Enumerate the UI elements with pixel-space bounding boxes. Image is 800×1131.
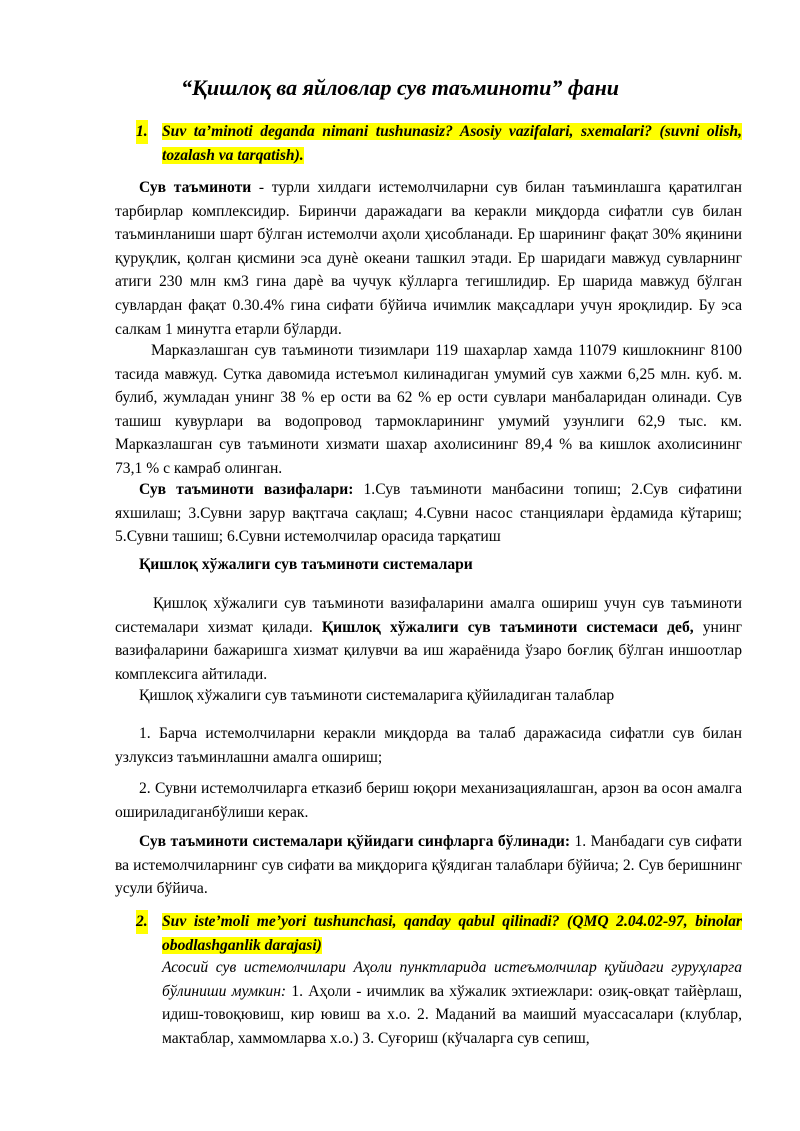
paragraph-agri-system-definition	[115, 592, 742, 686]
paragraph-centralized-systems: Марказлашган сув таъминоти тизимлари 119 шахарлар хамда 11079 кишлокнинг 8100 тасида мавжуд. Сутка давомида истеъмол килинадиган умумий сув хажми 6,25 млн. куб. м. булиб, жумладан унинг 38 % ер ости ва 62 % ер ости сувлари манбаларидан олинади. Сув ташиш кувурлари ва водопровод тармокларининг умумий узунлиги 62,9 тыс. км. Марказлашган сув таъминоти хизмати шахар ахолисининг 89,4 % ва кишлок ахолисининг 73,1 % с камраб олинган.	[115, 342, 742, 477]
paragraph-water-supply-tasks	[115, 478, 742, 549]
page-title: “Қишлоқ ва яйловлар сув таъминоти” фани	[180, 75, 620, 100]
paragraph-5-text-b: унинг вазифаларини бажаришга хизмат қилувчи ва иш жараёнида ўзаро боғлиқ бўлган иншоотлар комплексига айтилади.	[115, 618, 742, 683]
question-2	[136, 910, 742, 957]
paragraph-5-text-a: Қишлоқ хўжалиги сув таъминоти вазифаларини амалга ошириш учун сув таъминоти системалари хизмат қилади.	[115, 595, 742, 636]
term-water-supply-tasks: Сув таъминоти вазифалари:	[139, 481, 354, 498]
paragraph-1-text: - турли хилдаги истемолчиларни сув билан таъминлашга қаратилган тарбирлар комплексидир. Биринчи даражадаги ва керакли миқдорда сифатли сув билан таъминланиши шарт бўлган истемолчи аҳоли ҳисобланади. Ер шарининг фақат 30% яқинини қуруқлик, қолган қисмини эса дунѐ океани ташкил этади. Ер шаридаги мавжуд сувларнинг атиги 230 млн км3 гина дарѐ ва чучук кўлларга тегишлидир. Ер шарида мавжуд бўлган сувлардан фақат 0.30.4% гина сифати бўйича ичимлик мақсадлари учун яроқлидир. Бу эса салкам 1 минутга етарли бўларди.	[115, 179, 742, 338]
term-agri-system: Қишлоқ хўжалиги сув таъминоти системаси деб,	[321, 618, 694, 636]
paragraph-system-classes	[115, 830, 742, 901]
paragraph-requirements-heading: Қишлоқ хўжалиги сув таъминоти системаларига қўйиладиган талаблар	[139, 687, 615, 704]
paragraph-9-text: 1. Манбадаги сув сифати ва истемолчиларнинг сув сифати ва миқдорига қўядиган талаблари бўйича; 2. Сув беришнинг усули бўйича.	[115, 833, 742, 898]
requirement-item-1: 1. Барча истемолчиларни керакли миқдорда ва талаб даражасида сифатли сув билан узлуксиз таъминлашни амалга ошириш;	[115, 725, 742, 766]
paragraph-water-supply-definition	[115, 176, 742, 341]
question-2-text: Suv iste’moli me’yori tushunchasi, qanday qabul qilinadi? (QMQ 2.04.02-97, binolar obodlashganlik darajasi)	[162, 913, 742, 954]
requirement-item-2: 2. Сувни истемолчиларга етказиб бериш юқори механизациялашган, арзон ва осон амалга ошириладиганбўлиши керак.	[115, 780, 742, 821]
section-heading-agri-systems: Қишлоқ хўжалиги сув таъминоти системалари	[139, 556, 473, 573]
term-system-classes: Сув таъминоти системалари қўйидаги синфларга бўлинади:	[139, 833, 571, 850]
paragraph-10-text: 1. Аҳоли - ичимлик ва хўжалик эхтиежлари: озиқ-овқат тайѐрлаш, идиш-товоқювиш, кир ювиш ва х.о. 2. Маданий ва маиший муассасалари (клублар, мактаблар, хаммомларва х.о.) 3. Суғориш (кўчаларга сув сепиш,	[162, 982, 742, 1047]
term-water-supply: Сув таъминоти	[139, 179, 252, 196]
question-1-number: 1.	[136, 120, 148, 144]
paragraph-3-text: 1.Сув таъминоти манбасини топиш; 2.Сув сифатини яхшилаш; 3.Сувни зарур вақтгача сақлаш; 4.Сувни насос станциялари ѐрдамида кўтариш; 5.Сувни ташиш; 6.Сувни истемолчилар орасида тарқатиш	[115, 481, 742, 546]
question-1	[136, 120, 742, 167]
question-1-text: Suv ta’minoti deganda nimani tushunasiz? Asosiy vazifalari, sxemalari? (suvni olish, tozalash va tarqatish).	[162, 123, 742, 164]
paragraph-consumer-groups	[162, 956, 742, 1050]
consumer-groups-intro: Асосий сув истемолчилари Аҳоли пунктларида истеъмолчилар қуйидаги гуруҳларга бўлиниши мумкин:	[162, 959, 742, 1000]
question-2-number: 2.	[136, 910, 148, 934]
